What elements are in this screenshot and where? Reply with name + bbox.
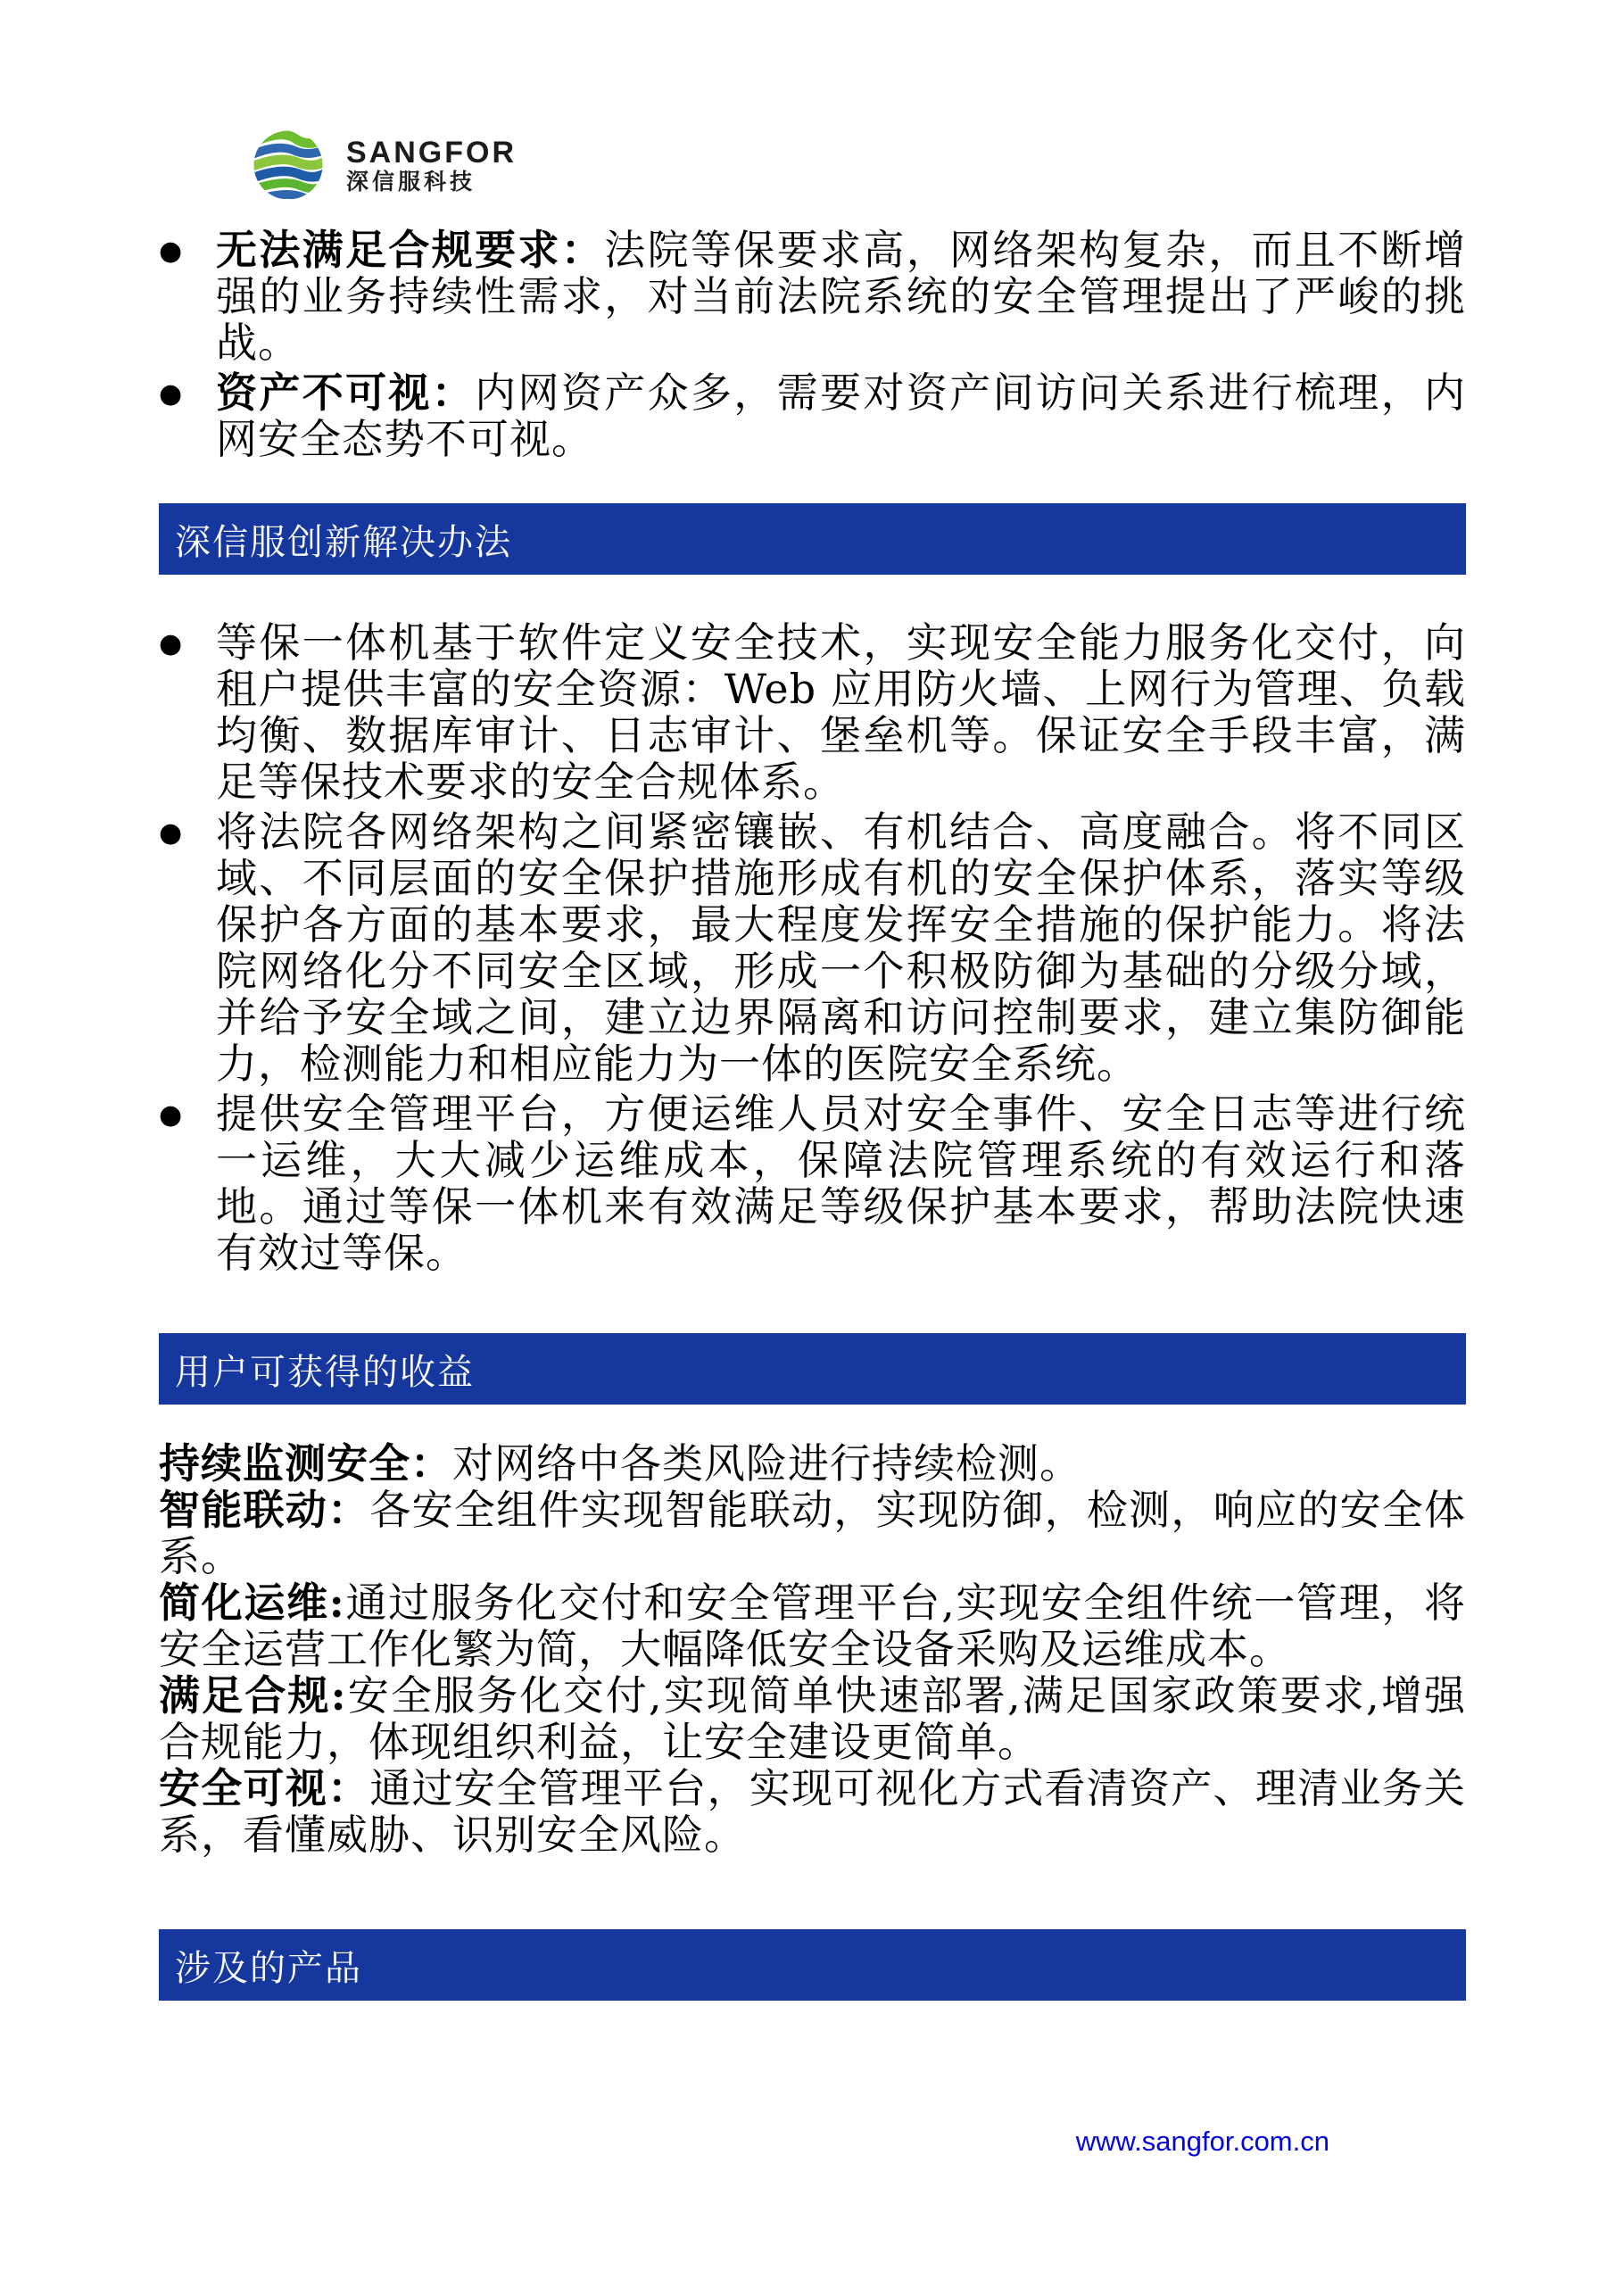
bullet-icon: ● — [159, 817, 183, 849]
bullet-icon: ● — [159, 378, 183, 410]
sangfor-logo — [252, 0, 1466, 203]
list-item — [159, 369, 1466, 462]
solution-text: 提供安全管理平台，方便运维人员对安全事件、安全日志等进行统一运维，大大减少运维成本，保障法院管理系统的有效运行和落地。通过等保一体机来有效满足等级保护基本要求，帮助法院快速有效过等保。 — [216, 1090, 1466, 1277]
section-header-benefits — [159, 1333, 1466, 1405]
benefit-lead: 智能联动： — [159, 1486, 370, 1534]
challenge-lead: 无法满足合规要求： — [216, 226, 605, 274]
challenge-lead: 资产不可视： — [216, 369, 476, 417]
section-title: 用户可获得的收益 — [175, 1351, 475, 1393]
bullet-icon: ● — [159, 236, 183, 267]
benefit-lead: 简化运维: — [159, 1579, 345, 1627]
benefit-body: 对网络中各类风险进行持续检测。 — [452, 1439, 1081, 1488]
benefit-body: 通过服务化交付和安全管理平台,实现安全组件统一管理，将安全运营工作化繁为简，大幅降低安全设备采购及运维成本。 — [159, 1579, 1467, 1673]
globe-icon — [252, 128, 325, 202]
section-header-products — [159, 1929, 1466, 2001]
benefit-item — [159, 1440, 1466, 1487]
benefits-list — [159, 1440, 1466, 1858]
benefit-body: 各安全组件实现智能联动，实现防御，检测，响应的安全体系。 — [159, 1486, 1467, 1580]
section-header-solutions — [159, 503, 1466, 575]
bullet-icon: ● — [159, 628, 183, 659]
bullet-icon: ● — [159, 1099, 183, 1131]
challenge-text — [216, 227, 1466, 366]
brand-name: SANGFOR — [346, 135, 517, 170]
benefit-item — [159, 1672, 1466, 1765]
benefit-lead: 持续监测安全： — [159, 1439, 452, 1488]
benefit-body: 安全服务化交付,实现简单快速部署,满足国家政策要求,增强合规能力，体现组织利益，让安全建设更简单。 — [159, 1671, 1466, 1766]
benefit-body: 通过安全管理平台，实现可视化方式看清资产、理清业务关系，看懂威胁、识别安全风险。 — [159, 1764, 1467, 1859]
page-footer — [0, 2126, 1329, 2158]
list-item — [159, 619, 1466, 805]
section-title: 深信服创新解决办法 — [175, 521, 512, 563]
challenge-body: 法院等保要求高，网络架构复杂，而且不断增强的业务持续性需求，对当前法院系统的安全管理提出了严峻的挑战。 — [216, 226, 1467, 367]
benefit-lead: 安全可视： — [159, 1764, 370, 1812]
list-item — [159, 808, 1466, 1087]
challenge-text — [216, 369, 1466, 462]
benefit-item — [159, 1579, 1466, 1672]
solutions-list — [159, 619, 1466, 1276]
website-link[interactable]: www.sangfor.com.cn — [1075, 2126, 1329, 2157]
benefit-lead: 满足合规: — [159, 1671, 347, 1720]
brand-name-cn: 深信服科技 — [346, 169, 476, 195]
solution-text: 将法院各网络架构之间紧密镶嵌、有机结合、高度融合。将不同区域、不同层面的安全保护措施形成有机的安全保护体系，落实等级保护各方面的基本要求，最大程度发挥安全措施的保护能力。将法院网络化分不同安全区域，形成一个积极防御为基础的分级分域，并给予安全域之间，建立边界隔离和访问控制要求，建立集防御能力，检测能力和相应能力为一体的医院安全系统。 — [216, 808, 1466, 1088]
challenge-body: 内网资产众多，需要对资产间访问关系进行梳理，内网安全态势不可视。 — [216, 369, 1467, 463]
benefit-item — [159, 1765, 1466, 1858]
page-content — [159, 0, 1466, 2001]
logo-text — [346, 137, 517, 194]
solution-text: 等保一体机基于软件定义安全技术，实现安全能力服务化交付，向租户提供丰富的安全资源：Web 应用防火墙、上网行为管理、负载均衡、数据库审计、日志审计、堡垒机等。保证安全手段丰富，满足等保技术要求的安全合规体系。 — [216, 618, 1466, 806]
list-item — [159, 227, 1466, 366]
challenges-list — [159, 227, 1466, 462]
section-title: 涉及的产品 — [175, 1947, 362, 1989]
benefit-item — [159, 1487, 1466, 1579]
list-item — [159, 1090, 1466, 1276]
